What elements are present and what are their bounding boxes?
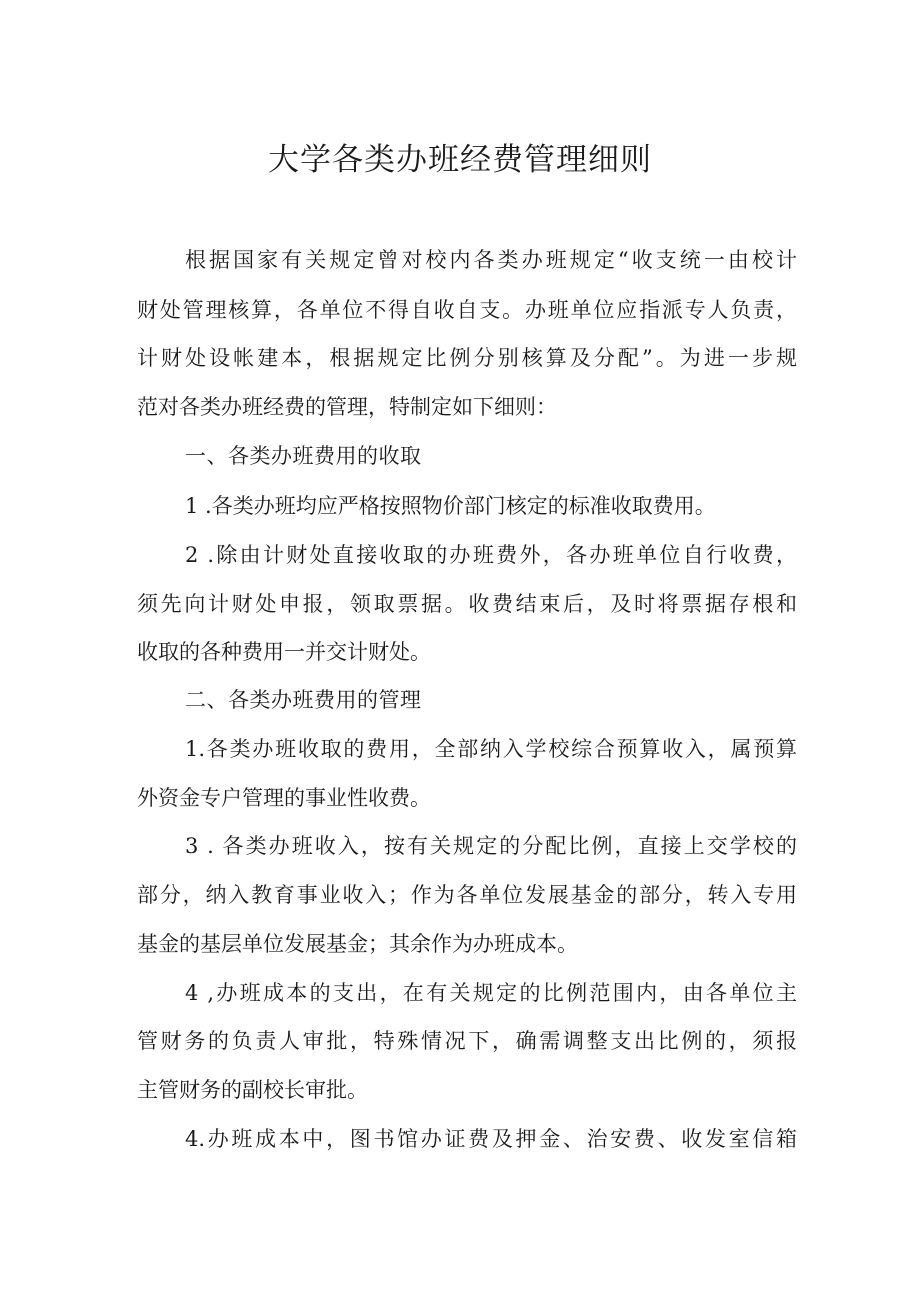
item-line-1: 1 .各类办班均应严格按照物价部门核定的标准收取费用。 <box>185 494 716 518</box>
item-line-10: 4 ,办班成本的支出，在有关规定的比例范围内，由各单位主 <box>185 981 797 1005</box>
item-line-8: 部分，纳入教育事业收入；作为各单位发展基金的部分，转入专用 <box>137 883 797 907</box>
section-heading-1: 一、各类办班费用的收取 <box>185 444 422 468</box>
item-line-9: 基金的基层单位发展基金；其余作为办班成本。 <box>137 932 578 956</box>
section-heading-2: 二、各类办班费用的管理 <box>185 688 422 712</box>
item-line-13: 4.办班成本中，图书馆办证费及押金、治安费、收发室信箱 <box>185 1127 797 1151</box>
intro-line-3: 计财处设帐建本，根据规定比例分别核算及分配”。为进一步规 <box>137 346 797 370</box>
intro-line-4: 范对各类办班经费的管理，特制定如下细则： <box>137 395 557 419</box>
item-line-12: 主管财务的副校长审批。 <box>137 1078 368 1102</box>
intro-line-1: 根据国家有关规定曾对校内各类办班规定“收支统一由校计 <box>185 248 797 272</box>
item-line-2: 2 .除由计财处直接收取的办班费外，各办班单位自行收费， <box>185 543 797 567</box>
item-line-5: 1.各类办班收取的费用，全部纳入学校综合预算收入，属预算 <box>185 737 797 761</box>
item-line-7: 3 . 各类办班收入，按有关规定的分配比例，直接上交学校的 <box>185 834 797 858</box>
item-line-11: 管财务的负责人审批，特殊情况下，确需调整支出比例的，须报 <box>137 1029 797 1053</box>
item-line-4: 收取的各种费用一并交计财处。 <box>137 640 431 664</box>
document-title: 大学各类办班经费管理细则 <box>268 142 652 178</box>
intro-line-2: 财处管理核算，各单位不得自收自支。办班单位应指派专人负责， <box>137 298 797 322</box>
item-line-6: 外资金专户管理的事业性收费。 <box>137 786 431 810</box>
item-line-3: 须先向计财处申报，领取票据。收费结束后，及时将票据存根和 <box>137 592 797 616</box>
